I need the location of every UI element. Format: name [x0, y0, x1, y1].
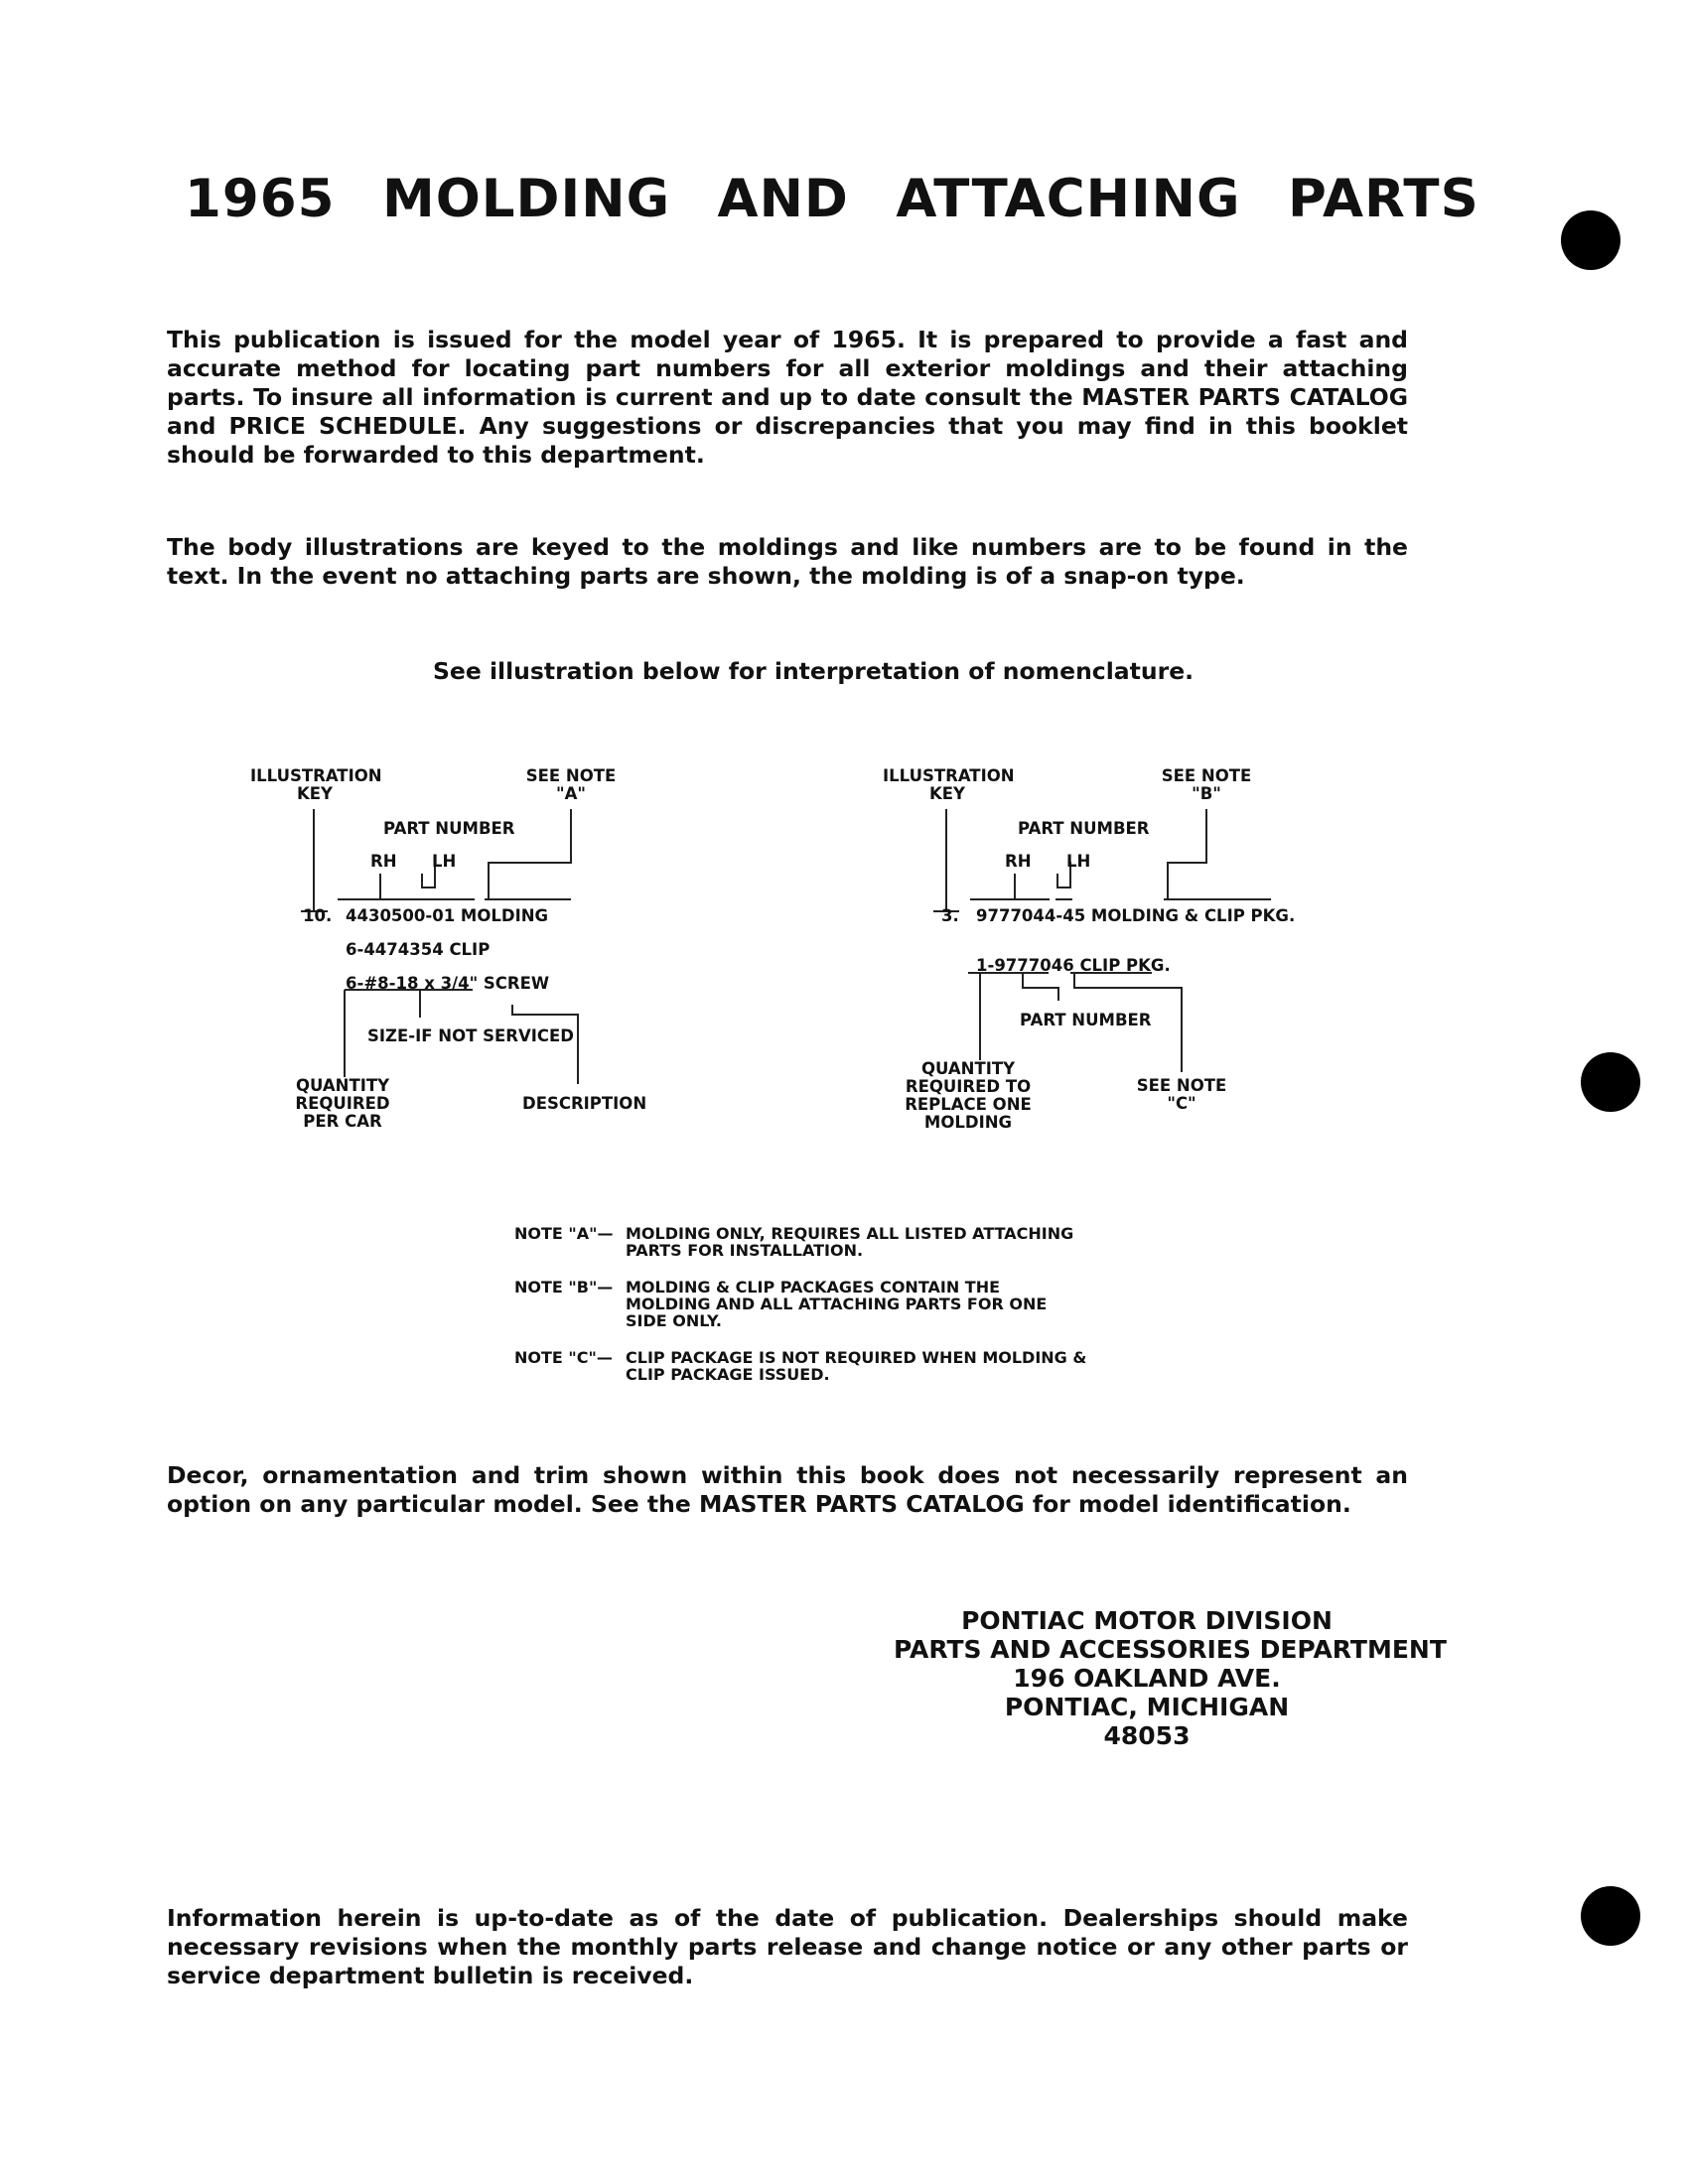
diagram-b-part-number-label: PART NUMBER [1018, 819, 1150, 838]
diagram-a-description-label: DESCRIPTION [522, 1094, 647, 1113]
note-c [514, 1349, 1090, 1383]
diagram-a-key-number: 10. [303, 906, 333, 925]
diagram-b-see-note-c-label: SEE NOTE "C" [1136, 1076, 1227, 1113]
diagram-a-screw-line: 6-#8-18 x 3/4" SCREW [346, 974, 550, 993]
diagram-b-part-number-label-2: PART NUMBER [1020, 1011, 1152, 1029]
body-illustrations-paragraph: The body illustrations are keyed to the moldings and like numbers are to be found in the text. In the event no attaching parts are shown, the molding is of a snap-on type. [167, 533, 1408, 590]
address-line-4: PONTIAC, MICHIGAN [1004, 1693, 1290, 1721]
diagram-a-size-label: SIZE-IF NOT SERVICED [367, 1026, 574, 1045]
diagram-b-molding-line: 9777044-45 MOLDING & CLIP PKG. [976, 906, 1296, 925]
diagram-a-molding-line: 4430500-01 MOLDING [346, 906, 549, 925]
diagram-b-rh-label: RH [1005, 852, 1032, 871]
address-block [894, 1606, 1447, 1750]
address-line-5: 48053 [1103, 1721, 1191, 1750]
address-line-2: PARTS AND ACCESSORIES DEPARTMENT [894, 1635, 1447, 1664]
diagram-a-see-note-label: SEE NOTE "A" [525, 766, 617, 803]
diagram-b-clip-pkg-line: 1-9777046 CLIP PKG. [976, 956, 1171, 975]
diagram-b-key-number: 3. [941, 906, 959, 925]
diagram-b-lh-label: LH [1066, 852, 1091, 871]
diagram-a-lh-label: LH [432, 852, 457, 871]
diagram-a-part-number-label: PART NUMBER [383, 819, 515, 838]
footer-paragraph: Information herein is up-to-date as of the date of publication. Dealerships should make necessary revisions when the monthly parts release and change notice or any other parts or service department bulletin is received. [167, 1904, 1408, 1989]
diagram-b-illustration-key-label: ILLUSTRATION KEY [883, 766, 1015, 803]
diagram-a-illustration-key-label: ILLUSTRATION KEY [250, 766, 382, 803]
note-b-text: MOLDING & CLIP PACKAGES CONTAIN THE MOLDING AND ALL ATTACHING PARTS FOR ONE SIDE ONLY. [626, 1278, 1048, 1330]
decor-paragraph: Decor, ornamentation and trim shown within this book does not necessarily represent an option on any particular model. See the MASTER PARTS CATALOG for model identification. [167, 1461, 1408, 1518]
page-title: 1965 MOLDING AND ATTACHING PARTS [185, 169, 1479, 229]
note-a [514, 1225, 1090, 1259]
note-a-label: NOTE "A"— [514, 1224, 614, 1243]
address-line-1: PONTIAC MOTOR DIVISION [961, 1606, 1333, 1635]
diagram-a-quantity-label: QUANTITY REQUIRED PER CAR [295, 1076, 390, 1131]
diagram-a-rh-label: RH [370, 852, 397, 871]
note-c-label: NOTE "C"— [514, 1348, 613, 1367]
note-c-text: CLIP PACKAGE IS NOT REQUIRED WHEN MOLDING & CLIP PACKAGE ISSUED. [626, 1348, 1087, 1384]
diagram-b-see-note-label: SEE NOTE "B" [1161, 766, 1252, 803]
note-b [514, 1279, 1090, 1329]
see-illustration-text: See illustration below for interpretation of nomenclature. [433, 657, 1195, 685]
diagram-b-quantity-label: QUANTITY REQUIRED TO REPLACE ONE MOLDING [905, 1059, 1032, 1132]
intro-paragraph: This publication is issued for the model year of 1965. It is prepared to provide a fast and accurate method for locating part numbers for all exterior moldings and their attaching parts. To insure all information is current and up to date consult the MASTER PARTS CATALOG and PRICE SCHEDULE. Any suggestions or discrepancies that you may find in this booklet should be forwarded to this department. [167, 326, 1408, 469]
note-a-text: MOLDING ONLY, REQUIRES ALL LISTED ATTACHING PARTS FOR INSTALLATION. [626, 1224, 1074, 1260]
note-b-label: NOTE "B"— [514, 1278, 614, 1297]
notes-block [514, 1225, 1090, 1383]
diagram-a-clip-line: 6-4474354 CLIP [346, 940, 491, 959]
address-line-3: 196 OAKLAND AVE. [1013, 1664, 1281, 1693]
